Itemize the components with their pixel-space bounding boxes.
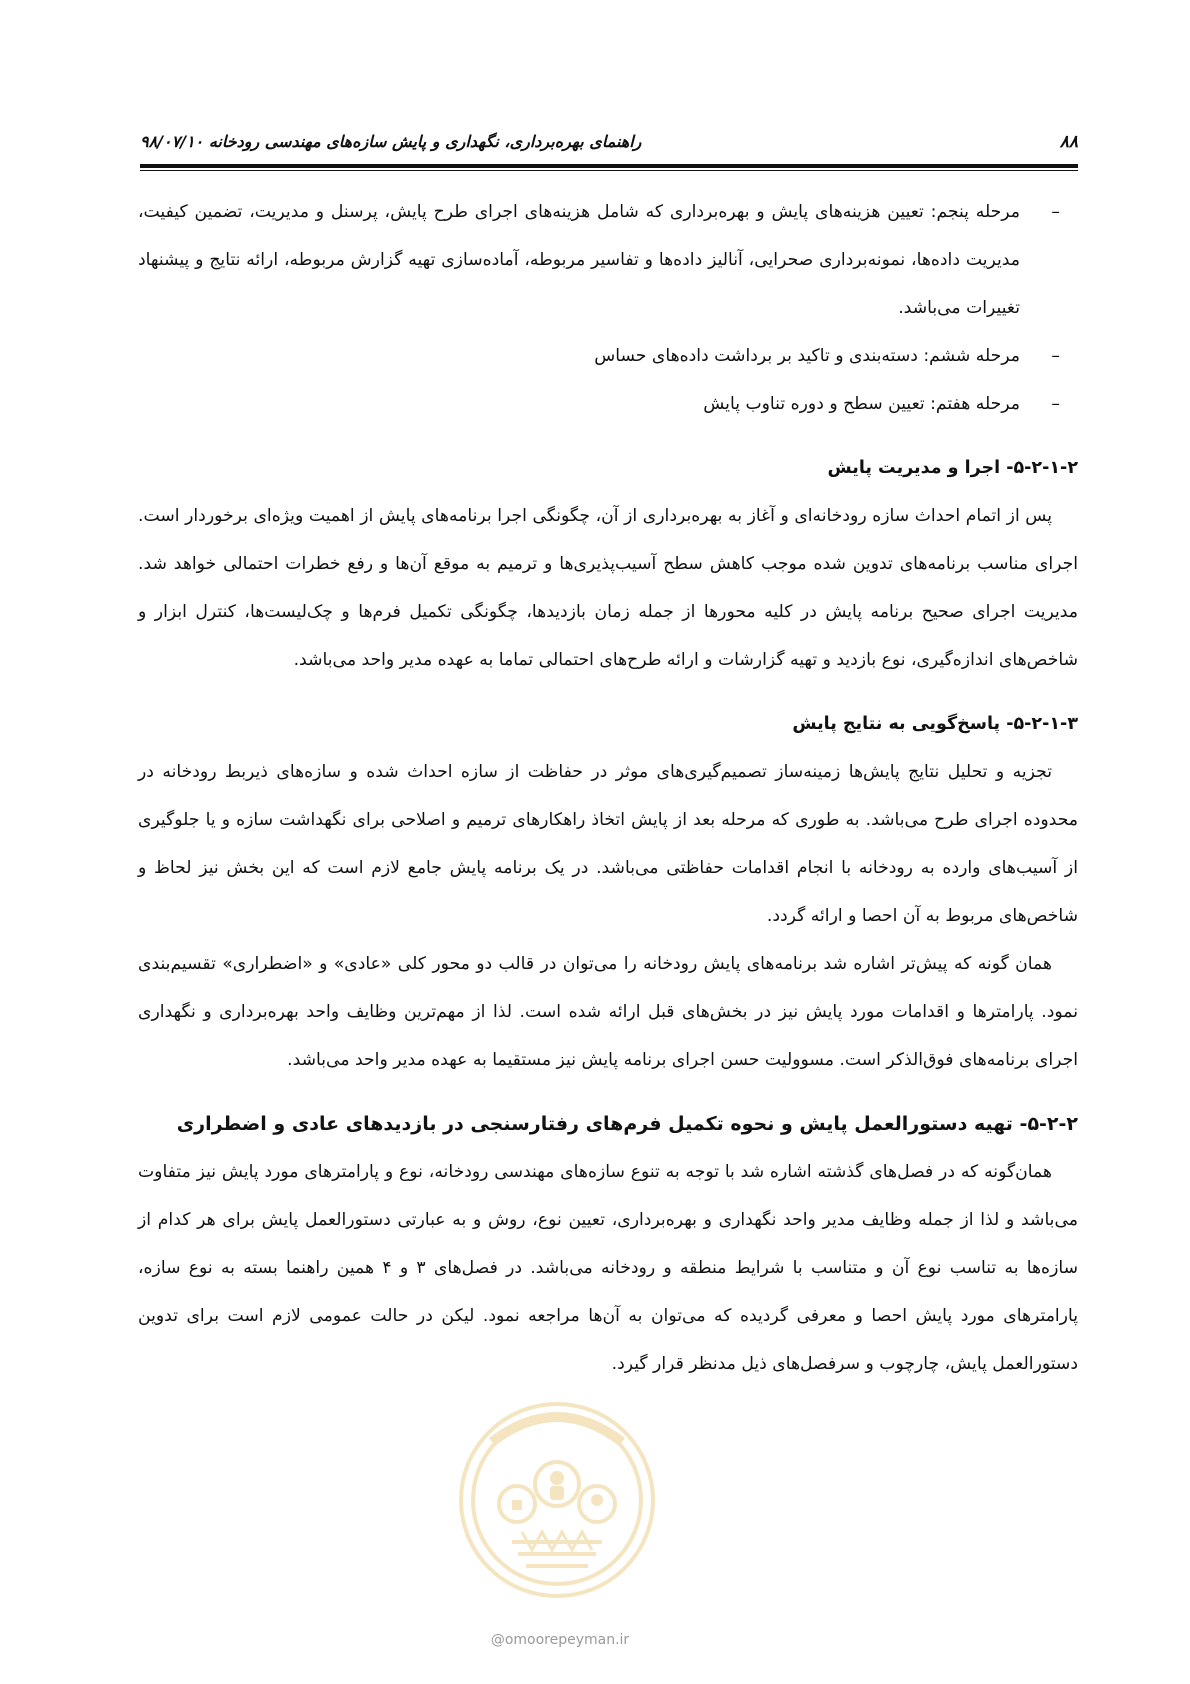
page-header [140, 128, 1078, 164]
dash-icon: – [1051, 202, 1060, 222]
seal-logo-icon [452, 1372, 662, 1608]
list-item [138, 332, 1078, 380]
header-rule-thick [140, 164, 1078, 168]
dash-icon: – [1051, 394, 1060, 414]
paragraph: همان گونه که پیش‌تر اشاره شد برنامه‌های پایش رودخانه را می‌توان در قالب دو محور کلی «عادی» و «اضطراری» تقسیم‌بندی نمود. پارامترها و اقدامات مورد پایش نیز در بخش‌های قبل ارائه شده است. لذا از مهم‌ترین وظایف واحد بهره‌برداری و نگهداری اجرای برنامه‌های فوق‌الذکر است. مسوولیت حسن اجرای برنامه پایش نیز مستقیما به عهده مدیر واحد می‌باشد. [138, 954, 1078, 1070]
section-heading: ۵-۲-۱-۲- اجرا و مدیریت پایش [827, 458, 1078, 478]
paragraph: تجزیه و تحلیل نتایج پایش‌ها زمینه‌ساز تصمیم‌گیری‌های موثر در حفاظت از سازه احداث شده و سازه‌های ذیربط رودخانه در محدوده اجرای طرح می‌باشد. به طوری که مرحله بعد از پایش اتخاذ راهکارهای ترمیم و اصلاحی برای نگهداشت سازه و یا جلوگیری از آسیب‌های وارده به رودخانه با انجام اقدامات حفاظتی می‌باشد. در یک برنامه پایش جامع لازم است که این بخش نیز لحاظ و شاخص‌های مربوط به آن احصا و ارائه گردد. [138, 762, 1078, 926]
list-item-text: مرحله ششم: دسته‌بندی و تاکید بر برداشت داده‌های حساس [594, 346, 1020, 366]
section-heading: ۵-۲-۲- تهیه دستورالعمل پایش و نحوه تکمیل فرم‌های رفتارسنجی در بازدیدهای عادی و اضطراری [176, 1113, 1078, 1135]
page-content [138, 188, 1078, 1388]
header-rule-thin [140, 170, 1078, 171]
paragraph: پس از اتمام احداث سازه رودخانه‌ای و آغاز به بهره‌برداری از آن، چگونگی اجرا برنامه‌های پایش از اهمیت ویژه‌ای برخوردار است. اجرای مناسب برنامه‌های تدوین شده موجب کاهش سطح آسیب‌پذیری‌ها و ترمیم به موقع آن‌ها و رفع خطرات احتمالی خواهد شد. مدیریت اجرای صحیح برنامه پایش در کلیه محورها از جمله زمان بازدیدها، چگونگی تکمیل فرم‌ها و چک‌لیست‌ها، کنترل ابزار و شاخص‌های اندازه‌گیری، نوع بازدید و تهیه گزارشات و ارائه طرح‌های احتمالی تماما به عهده مدیر واحد می‌باشد. [138, 506, 1078, 670]
paragraph: همان‌گونه که در فصل‌های گذشته اشاره شد با توجه به تنوع سازه‌های مهندسی رودخانه، نوع و پارامترهای مورد پایش نیز متفاوت می‌باشد و لذا از جمله وظایف مدیر واحد نگهداری و بهره‌برداری، تعیین نوع، روش و به عبارتی دستورالعمل پایش برای هر کدام از سازه‌ها به تناسب نوع آن و متناسب با شرایط منطقه و رودخانه می‌باشد. در فصل‌های ۳ و ۴ همین راهنما بسته به نوع سازه، پارامترهای مورد پایش احصا و معرفی گردیده که می‌توان به آن‌ها مراجعه نمود. لیکن در حالت عمومی لازم است برای تدوین دستورالعمل پایش، چارچوب و سرفصل‌های ذیل مدنظر قرار گیرد. [138, 1162, 1079, 1374]
page-number: ۸۸ [1059, 132, 1078, 152]
watermark-caption: @omoorepeyman.ir [490, 1632, 630, 1648]
section-heading: ۵-۲-۱-۳- پاسخ‌گویی به نتایج پایش [792, 714, 1078, 734]
dash-icon: – [1051, 346, 1060, 366]
list-item [138, 380, 1078, 428]
running-title: راهنمای بهره‌برداری، نگهداری و پایش سازه‌های مهندسی رودخانه ۹۸/۰۷/۱۰ [140, 132, 642, 151]
list-item [138, 188, 1078, 332]
list-item-text: مرحله پنجم: تعیین هزینه‌های پایش و بهره‌برداری که شامل هزینه‌های اجرای طرح پایش، پرسنل و مدیریت، تضمین کیفیت، مدیریت داده‌ها، نمونه‌برداری صحرایی، آنالیز داده‌ها و تفاسیر مربوطه، آماده‌سازی تهیه گزارش مربوطه، ارائه نتایج و پیشنهاد تغییرات می‌باشد. [138, 202, 1020, 318]
step-list [138, 188, 1078, 428]
list-item-text: مرحله هفتم: تعیین سطح و دوره تناوب پایش [703, 394, 1020, 414]
